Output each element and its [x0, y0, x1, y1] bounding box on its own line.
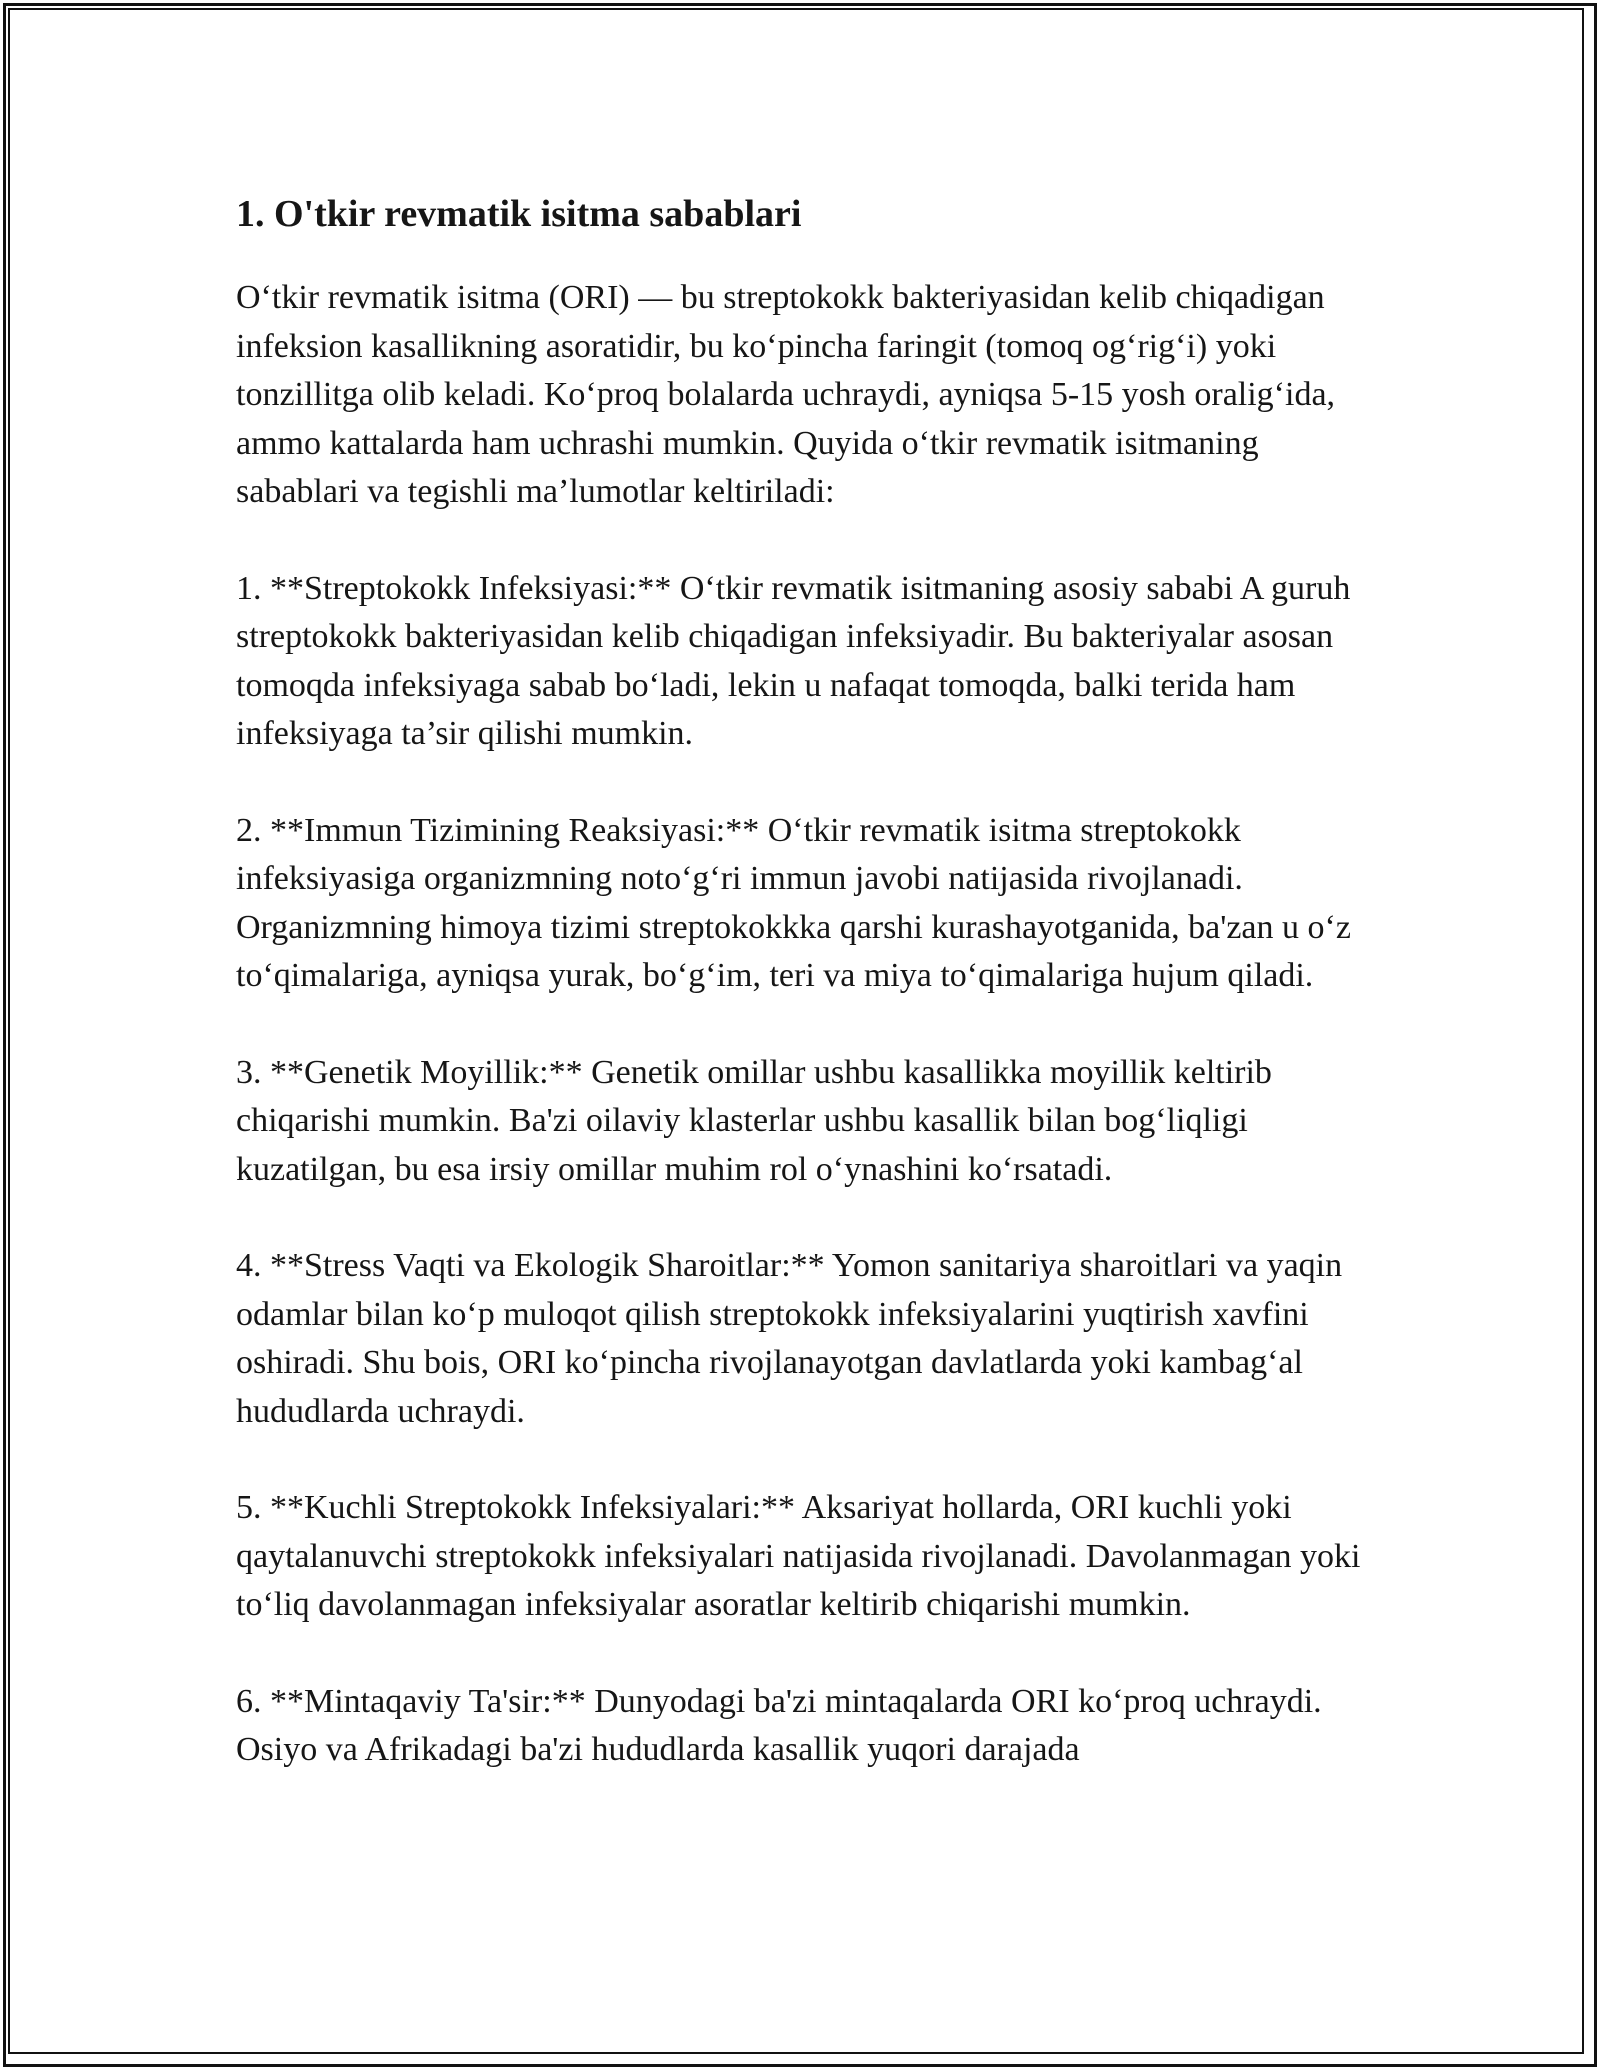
cause-severe-infections: 5. **Kuchli Streptokokk Infeksiyalari:** Aksariyat hollarda, ORI kuchli yoki qaytalanuvchi streptokokk infeksiyalari natijasida rivojlanadi. Davolanmagan yoki to‘liq davolanmagan infeksiyalar asoratlar keltirib chiqarishi mumkin. — [236, 1489, 1361, 1623]
cause-environmental-conditions: 4. **Stress Vaqti va Ekologik Sharoitlar:** Yomon sanitariya sharoitlari va yaqin odamlar bilan ko‘p muloqot qilish streptokokk infeksiyalarini yuqtirish xavfini oshiradi. Shu bois, ORI ko‘pincha rivojlanayotgan davlatlarda yoki kambag‘al hududlarda uchraydi. — [236, 1247, 1343, 1430]
document-title: 1. O'tkir revmatik isitma sabablari — [236, 193, 802, 235]
cause-streptococcal-infection: 1. **Streptokokk Infeksiyasi:** O‘tkir revmatik isitmaning asosiy sababi A guruh streptokokk bakteriyasidan kelib chiqadigan infeksiyadir. Bu bakteriyalar asosan tomoqda infeksiyaga sabab bo‘ladi, lekin u nafaqat tomoqda, balki terida ham infeksiyaga ta’sir qilishi mumkin. — [236, 569, 1351, 752]
cause-genetic-predisposition: 3. **Genetik Moyillik:** Genetik omillar ushbu kasallikka moyillik keltirib chiqarishi mumkin. Ba'zi oilaviy klasterlar ushbu kasallik bilan bog‘liqligi kuzatilgan, bu esa irsiy omillar muhim rol o‘ynashini ko‘rsatadi. — [236, 1053, 1272, 1188]
cause-immune-reaction: 2. **Immun Tizimining Reaksiyasi:** O‘tkir revmatik isitma streptokokk infeksiyasiga organizmning noto‘g‘ri immun javobi natijasida rivojlanadi. Organizmning himoya tizimi streptokokkka qarshi kurashayotganida, ba'zan u o‘z to‘qimalariga, ayniqsa yurak, bo‘g‘im, teri va miya to‘qimalariga hujum qiladi. — [236, 811, 1351, 994]
intro-paragraph: O‘tkir revmatik isitma (ORI) — bu streptokokk bakteriyasidan kelib chiqadigan infeksion kasallikning asoratidir, bu ko‘pincha faringit (tomoq og‘rig‘i) yoki tonzillitga olib keladi. Ko‘proq bolalarda uchraydi, ayniqsa 5-15 yosh oralig‘ida, ammo kattalarda ham uchrashi mumkin. Quyida o‘tkir revmatik isitmaning sabablari va tegishli ma’lumotlar keltiriladi: — [236, 279, 1336, 510]
cause-regional-impact: 6. **Mintaqaviy Ta'sir:** Dunyodagi ba'zi mintaqalarda ORI ko‘proq uchraydi. Osiyo va Afrikadagi ba'zi hududlarda kasallik yuqori darajada — [236, 1682, 1322, 1768]
document-page — [236, 178, 1366, 1823]
